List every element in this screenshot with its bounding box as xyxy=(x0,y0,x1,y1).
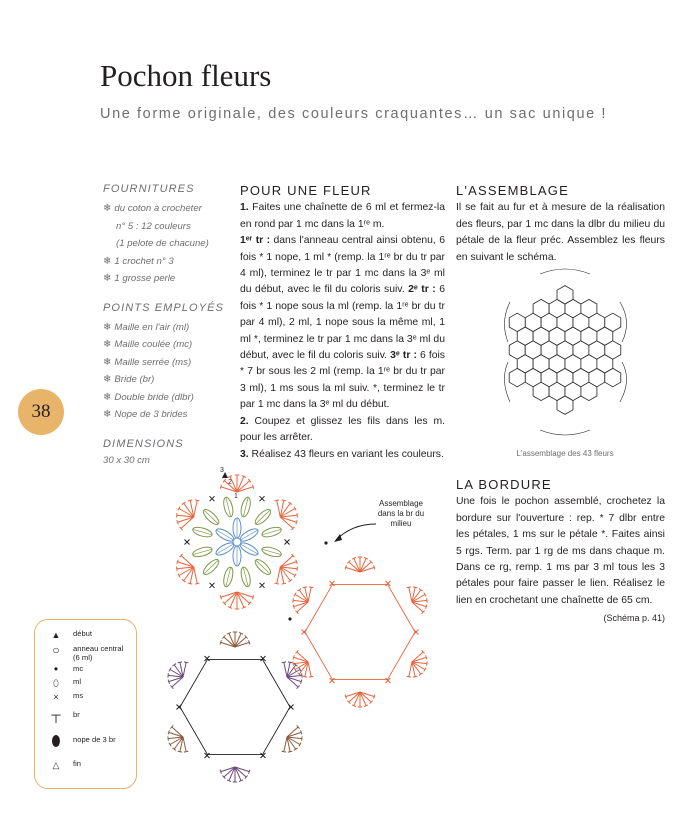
hexagon-cell xyxy=(557,396,573,414)
stitch-cap xyxy=(296,520,297,524)
stitch-cap xyxy=(177,560,178,564)
hexagon-cell xyxy=(605,341,621,359)
stitch-cap xyxy=(374,565,375,569)
snowflake-icon: ❄ xyxy=(103,409,112,420)
stitch-cap xyxy=(249,770,250,774)
stitch-cap xyxy=(407,587,411,588)
stitch-cap xyxy=(301,680,302,684)
popcorn-stitch-icon: ⬮ xyxy=(51,733,61,750)
list-item: ❄ Nope de 3 brides xyxy=(103,409,188,420)
stitch-cap xyxy=(309,587,313,588)
hexagon-cell xyxy=(557,286,573,304)
stitch-cap xyxy=(303,587,307,588)
assembly-arrow xyxy=(540,430,590,435)
flower-heading: POUR UNE FLEUR xyxy=(240,183,372,198)
stitch-line xyxy=(284,662,287,677)
round-number-1: 1 xyxy=(234,493,238,500)
stitch-cap xyxy=(345,565,346,569)
list-item: ❄ Bride (br) xyxy=(103,374,155,385)
stitch-line xyxy=(277,567,281,584)
step-3: 3. Réalisez 43 fleurs en variant les couleurs. xyxy=(240,448,444,460)
stitch-cap xyxy=(168,730,169,734)
fournitures-heading: FOURNITURES xyxy=(103,183,195,195)
rounds-instructions: 1ᵉʳ tr : dans l'anneau central ainsi obtenu, 6 fois * 1 nope, 1 ml * (remp. la 1ʳᵉ br du tr par 4 ml), terminez le tr par 1 mc dans la 3ᵉ ml du début, avec le fil du coloris suiv. 2ᵉ tr : 6 fois * 1 nope sous la ml (remp. la 1ʳᵉ br du tr par 4 ml), 2 ml, 1 nope sous la même ml, 1 ml *, terminez le tr par 1 mc dans la 3ᵉ ml du début, avec le fil du coloris suiv. 3ᵉ tr : 6 fois * 7 br sous les 2 ml (remp. la 1ʳᵉ br du tr par 3 ml), 1 ms sous la ml suiv. *, terminez le tr par 1 mc dans la 3ᵉ ml du début. xyxy=(240,235,445,411)
list-item: ❄ Maille en l'air (ml) xyxy=(103,321,190,333)
fournitures-list xyxy=(103,200,233,288)
stitch-cap xyxy=(413,676,417,677)
stitch-cap xyxy=(374,695,375,699)
assembly-annotation: Assemblage dans la br du milieu xyxy=(377,499,425,528)
list-item: (1 pelote de chacune) xyxy=(116,238,209,249)
stitch-line xyxy=(194,500,198,517)
list-item: ❄ Maille coulée (mc) xyxy=(103,339,193,350)
list-item: ❄ 1 crochet n° 3 xyxy=(103,255,174,267)
stitch-cap xyxy=(426,655,427,659)
stitch-cap xyxy=(188,583,192,584)
chain-stitch-icon: ⬯ xyxy=(53,678,59,688)
flower-instructions xyxy=(240,183,445,463)
double-crochet-icon: ┬ xyxy=(51,707,61,722)
hexagon-assembly-diagram xyxy=(470,262,660,442)
snowflake-icon: ❄ xyxy=(103,356,112,368)
stitch-cap xyxy=(282,751,286,752)
stitch-cap xyxy=(252,595,253,599)
stitch-cap xyxy=(296,560,297,564)
stitch-cap xyxy=(178,662,182,663)
step-2: 2. Coupez et glissez les fils dans les m. pour les arrêter. xyxy=(240,415,445,444)
list-item: ❄ du coton à crocheter xyxy=(103,203,202,214)
stitch-cap xyxy=(293,605,294,609)
stitch-cap xyxy=(309,676,313,677)
snowflake-icon: ❄ xyxy=(103,391,112,403)
stitch-cap xyxy=(426,605,427,609)
stitch-line xyxy=(194,567,198,584)
stitch-cap xyxy=(195,500,199,501)
page-number-badge: 38 xyxy=(18,389,64,435)
stitch-cap xyxy=(413,587,417,588)
stitch-cap xyxy=(184,751,188,752)
stitch-cap xyxy=(288,751,292,752)
hexagon-cell xyxy=(605,368,621,386)
stitch-line xyxy=(183,662,186,677)
points-heading: POINTS EMPLOYÉS xyxy=(103,301,225,314)
single-crochet-mark xyxy=(260,583,265,588)
flower-chart-outline-orange xyxy=(293,557,427,707)
stitch-line xyxy=(409,662,412,677)
round-number-3: 3 xyxy=(220,467,224,474)
flower-outline xyxy=(305,584,415,679)
assembly-text: Il se fait au fur et à mesure de la réalisation des fleurs, par 1 mc dans la dlbr du milieu du pétale de la fleur préc. Assemblez les fleurs en suivant le schéma. xyxy=(456,202,665,263)
list-item: ❄ 1 grosse perle xyxy=(103,273,176,284)
single-crochet-mark xyxy=(260,496,265,501)
dimensions-heading: DIMENSIONS xyxy=(103,437,184,450)
assembly-heading: L'ASSEMBLAGE xyxy=(456,183,569,198)
stitch-line xyxy=(308,587,311,602)
page-subtitle: Une forme originale, des couleurs craquantes… un sac unique ! xyxy=(100,106,608,122)
stitch-cap xyxy=(407,676,411,677)
dimensions-value: 30 x 30 cm xyxy=(103,454,150,466)
stitch-cap xyxy=(282,662,286,663)
supplies-sidebar xyxy=(103,183,233,466)
hexagon-diagram-caption: L'assemblage des 43 fleurs xyxy=(516,449,614,458)
round-number-2: 2 xyxy=(228,479,232,486)
flower-chart-outline-dark xyxy=(168,632,302,782)
symbol-legend: ▲ début ○ anneau central (6 ml) • mc ⬯ ml × ms ┬ br ⬮ nope de 3 br △ fin xyxy=(34,619,137,789)
stitch-cap xyxy=(282,500,286,501)
stitch-cap xyxy=(220,595,221,599)
stitch-cap xyxy=(220,640,221,644)
hexagon-cell xyxy=(605,313,621,331)
snowflake-icon: ❄ xyxy=(103,255,112,267)
snowflake-icon: ❄ xyxy=(103,203,112,214)
stitch-line xyxy=(284,737,287,752)
list-item: n° 5 : 12 couleurs xyxy=(116,220,191,232)
single-crochet-mark xyxy=(210,496,215,501)
assembly-section xyxy=(456,183,665,266)
snowflake-icon: ❄ xyxy=(103,374,112,385)
page-title: Pochon fleurs xyxy=(100,58,272,93)
stitch-line xyxy=(409,587,412,602)
stitch-cap xyxy=(220,485,221,489)
stitch-cap xyxy=(178,751,182,752)
border-heading: LA BORDURE xyxy=(456,477,552,492)
flower-outline xyxy=(180,659,290,754)
snowflake-icon: ❄ xyxy=(103,339,112,350)
stitch-line xyxy=(183,737,186,752)
single-crochet-icon: × xyxy=(53,692,59,702)
stitch-cap xyxy=(195,583,199,584)
stitch-cap xyxy=(288,662,292,663)
stitch-cap xyxy=(177,520,178,524)
start-triangle-icon: ▲ xyxy=(51,630,61,640)
stitch-cap xyxy=(249,640,250,644)
single-crochet-mark xyxy=(185,540,190,545)
stitch-cap xyxy=(275,583,279,584)
stitch-cap xyxy=(275,500,279,501)
stitch-cap xyxy=(252,485,253,489)
assembly-arrow xyxy=(540,269,590,274)
border-section xyxy=(456,477,665,627)
border-text: Une fois le pochon assemblé, crochetez la bordure sur l'ouverture : rep. * 7 dlbr entre les pétales, 1 ms sur le pétale *. Faites ainsi 5 rgs. Term. par 1 rg de ms dans chaque m. Dans ce rg, remp. 1 ms par 3 ml tous les 3 pétales pour faire passer le lien. Réalisez le lien en crochetant une chaînette de 65 cm. xyxy=(456,496,665,606)
snowflake-icon: ❄ xyxy=(103,321,112,333)
stitch-cap xyxy=(303,676,307,677)
schema-reference: (Schéma p. 41) xyxy=(603,613,665,624)
stitch-cap xyxy=(345,695,346,699)
list-item: ❄ Double bride (dlbr) xyxy=(103,391,194,403)
stitch-line xyxy=(308,662,311,677)
stitch-cap xyxy=(184,662,188,663)
stitch-line xyxy=(277,500,281,517)
join-dot xyxy=(324,541,327,544)
stitch-cap xyxy=(293,655,294,659)
central-ring xyxy=(233,538,241,546)
stitch-cap xyxy=(168,680,169,684)
stitch-cap xyxy=(188,500,192,501)
end-triangle-icon: △ xyxy=(52,760,60,770)
single-crochet-mark xyxy=(285,540,290,545)
hexagon-cell xyxy=(509,313,525,331)
stitch-cap xyxy=(282,583,286,584)
slip-stitch-icon: • xyxy=(53,662,59,676)
stitch-cap xyxy=(301,730,302,734)
stitch-cap xyxy=(220,770,221,774)
single-crochet-mark xyxy=(210,583,215,588)
join-dot xyxy=(288,617,291,620)
ring-icon: ○ xyxy=(52,643,60,657)
hexagon-cell xyxy=(509,368,525,386)
step-1: 1. Faites une chaînette de 6 ml et fermez-la en rond par 1 mc dans la 1ʳᵉ m. xyxy=(240,202,445,230)
list-item: ❄ Maille serrée (ms) xyxy=(103,356,192,368)
snowflake-icon: ❄ xyxy=(103,273,112,284)
points-list xyxy=(103,319,233,424)
